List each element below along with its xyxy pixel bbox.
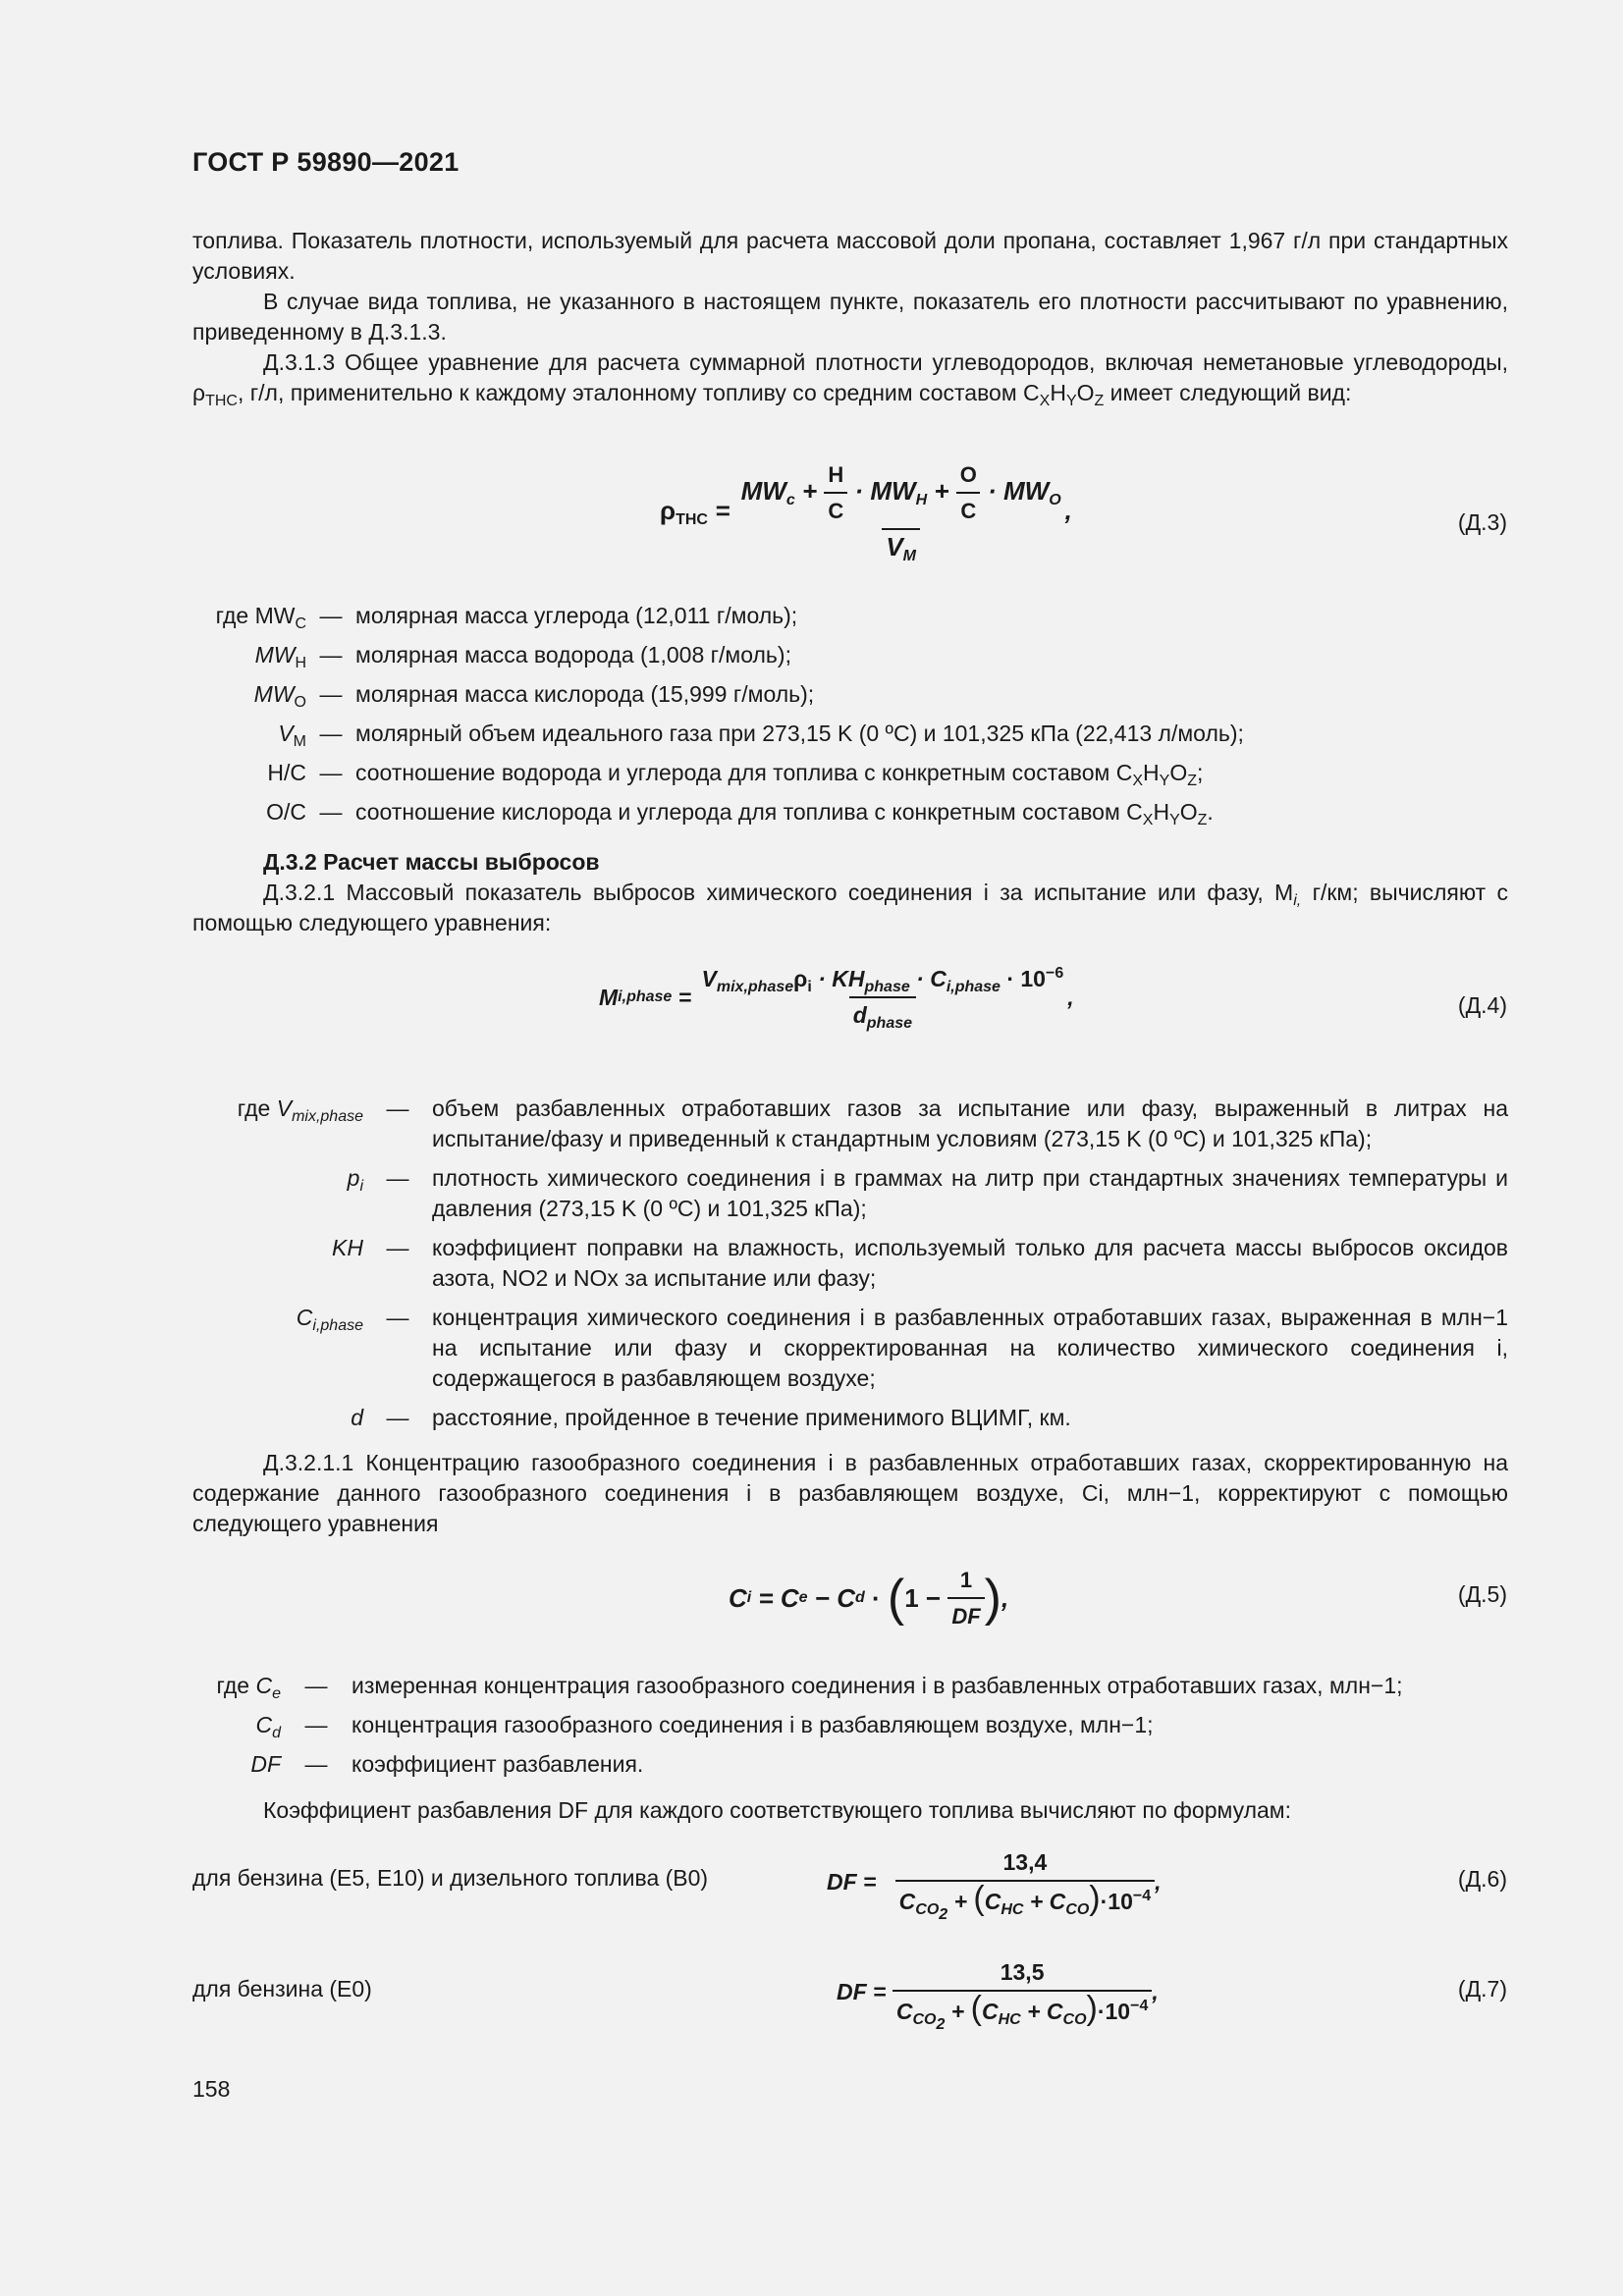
legend-row: KH — коэффициент поправки на влажность, используемый только для расчета массы выбросов оксидов азота, NO2 и NOx за испытание или фазу; bbox=[332, 1235, 1508, 1291]
equation-d6: DF = $\frac{13,4}{C_{CO_2} + (C_{HC} + C_{CO})\cdot 10^{-4}}$ , bbox=[827, 1849, 1162, 1923]
equation-number-d5: (Д.5) bbox=[1457, 1581, 1507, 1607]
page-header: ГОСТ Р 59890—2021 bbox=[192, 147, 460, 177]
legend-row: где $MW_C$ — молярная масса углерода (12,011 г/моль); bbox=[215, 603, 798, 632]
intro-block bbox=[192, 226, 1508, 408]
legend-row: H/C — соотношение водорода и углерода для топлива с конкретным составом $C_XH_YO_Z$; bbox=[267, 760, 1204, 789]
equation-number-d4: (Д.4) bbox=[1457, 992, 1507, 1018]
legend-row: где $V_{mix,phase}$ — объем разбавленных отработавших газов за испытание или фазу, выраженный в литрах на испытание/фазу и приведенный к стандартным условиям (273,15 K (0 ºС) и 101,325 кПа); bbox=[237, 1095, 1508, 1151]
equation-d3: $\rho_{THC}$ = $MW_c$ + $\frac{H}{C}$ · $MW_H$ + $\frac{O}{C}$ · $MW_O$ $V_M$ , bbox=[660, 462, 1072, 564]
legend-row: DF — коэффициент разбавления. bbox=[250, 1751, 644, 1777]
paragraph-df-intro: Коэффициент разбавления DF для каждого соответствующего топлива вычисляют по формулам: bbox=[263, 1797, 1291, 1823]
legend-d4 bbox=[192, 1094, 1508, 1433]
legend-row: d — расстояние, пройденное в течение применимого ВЦИМГ, км. bbox=[351, 1405, 1071, 1430]
legend-d5 bbox=[192, 1671, 1508, 1789]
equation-label-d7: для бензина (Е0) bbox=[192, 1976, 372, 2002]
paragraph-d321: Д.3.2.1 Массовый показатель выбросов химического соединения i за испытание или фазу, $M_{i,}$ г/км; вычисляют с помощью следующего уравнения: bbox=[192, 880, 1508, 935]
paragraph-d3211: Д.3.2.1.1 Концентрацию газообразного соединения i в разбавленных отработавших газах, скорректированную на содержание данного газообразного соединения i в разбавляющем воздухе, Ci, млн−1, корректируют с помощью следующего уравнения bbox=[192, 1450, 1508, 1536]
equation-d5: C i = C e − C d · ( 1 − $\frac{1}{DF}$ ) , bbox=[729, 1565, 1008, 1631]
legend-row: $C_d$ — концентрация газообразного соединения i в разбавляющем воздухе, млн−1; bbox=[255, 1712, 1154, 1741]
legend-row: где $C_e$ — измеренная концентрация газообразного соединения i в разбавленных отработавших газах, млн−1; bbox=[216, 1673, 1403, 1702]
df-intro-block bbox=[192, 1795, 1508, 1826]
legend-row: $C_{i,phase}$ — концентрация химического соединения i в разбавленных отработавших газах, выраженная в млн−1 на испытание или фазу и скорректированная на количество химического соединения i, содержащегося в разбавляющем воздухе; bbox=[296, 1305, 1508, 1391]
legend-row: $p_i$ — плотность химического соединения i в граммах на литр при стандартных значениях температуры и давления (273,15 K (0 ºС) и 101,325 кПа); bbox=[347, 1165, 1508, 1221]
section-title: Д.3.2 Расчет массы выбросов bbox=[263, 849, 600, 875]
paragraph-density: топлива. Показатель плотности, используемый для расчета массовой доли пропана, составляет 1,967 г/л при стандартных условиях. bbox=[192, 228, 1508, 284]
legend-row: $MW_O$ — молярная масса кислорода (15,999 г/моль); bbox=[253, 681, 815, 711]
equation-number-d6: (Д.6) bbox=[1457, 1866, 1507, 1892]
paragraph-d313: Д.3.1.3 Общее уравнение для расчета суммарной плотности углеводородов, включая неметановые углеводороды, $\rho_{THC}$, г/л, применительно к каждому эталонному топливу со средним составом $C_XH_YO_Z$ имеет следующий вид: bbox=[192, 349, 1508, 409]
equation-label-d6: для бензина (Е5, Е10) и дизельного топлива (В0) bbox=[192, 1865, 709, 1891]
section-d32 bbox=[192, 847, 1508, 938]
legend-row: O/C — соотношение кислорода и углерода для топлива с конкретным составом $C_XH_YO_Z$. bbox=[266, 799, 1214, 828]
equation-number-d7: (Д.7) bbox=[1457, 1976, 1507, 2002]
paragraph-other-fuel: В случае вида топлива, не указанного в настоящем пункте, показатель его плотности рассчитывают по уравнению, приведенному в Д.3.1.3. bbox=[192, 289, 1508, 345]
equation-d4: M i,phase = $\frac{V_{mix,phase}\rho_i \cdot KH_{phase} \cdot C_{i,phase} \cdot 10^{-6}}{d_{phase}}$ , bbox=[599, 965, 1074, 1032]
equation-number-d3: (Д.3) bbox=[1457, 509, 1507, 535]
section-d3211 bbox=[192, 1448, 1508, 1539]
legend-d3 bbox=[192, 601, 1508, 836]
legend-row: $MW_H$ — молярная масса водорода (1,008 г/моль); bbox=[254, 642, 791, 671]
page-number: 158 bbox=[192, 2076, 231, 2102]
equation-d7: DF = $\frac{13,5}{C_{CO_2} + (C_{HC} + C_{CO})\cdot 10^{-4}}$ , bbox=[837, 1959, 1159, 2033]
legend-row: $V_M$ — молярный объем идеального газа при 273,15 K (0 ºС) и 101,325 кПа (22,413 л/моль); bbox=[278, 721, 1244, 750]
